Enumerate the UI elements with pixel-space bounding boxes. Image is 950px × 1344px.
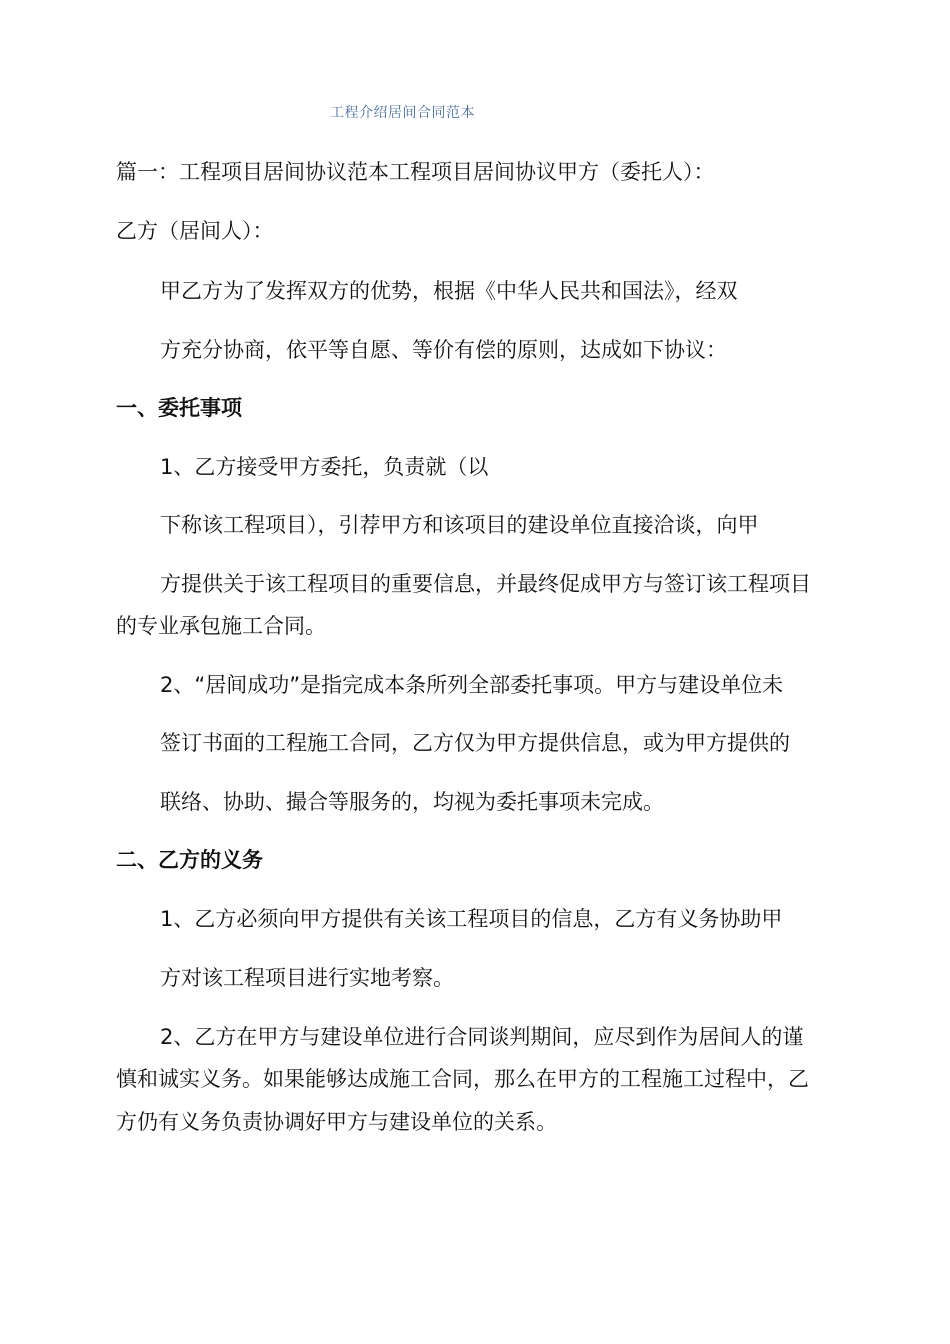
line-s1-item1-c: 方提供关于该工程项目的重要信息，并最终促成甲方与签订该工程项目 bbox=[160, 572, 811, 596]
line-s1-item1-a: 1、乙方接受甲方委托，负责就（以 bbox=[160, 455, 489, 479]
section-heading-2: 二、乙方的义务 bbox=[116, 848, 263, 872]
line-s2-item1-a: 1、乙方必须向甲方提供有关该工程项目的信息，乙方有义务协助甲 bbox=[160, 907, 783, 931]
line-preamble-2: 方充分协商，依平等自愿、等价有偿的原则，达成如下协议： bbox=[160, 338, 727, 362]
line-s1-item1-b: 下称该工程项目），引荐甲方和该项目的建设单位直接洽谈，向甲 bbox=[160, 513, 759, 537]
line-s1-item2-a: 2、“居间成功”是指完成本条所列全部委托事项。甲方与建设单位未 bbox=[160, 673, 784, 697]
document-header: 工程介绍居间合同范本 bbox=[330, 105, 475, 121]
section-heading-1: 一、委托事项 bbox=[116, 396, 242, 420]
line-s1-item1-d: 的专业承包施工合同。 bbox=[116, 614, 326, 638]
line-preamble-1: 甲乙方为了发挥双方的优势，根据《中华人民共和国法》，经双 bbox=[160, 279, 738, 303]
line-s1-item2-b: 签订书面的工程施工合同，乙方仅为甲方提供信息，或为甲方提供的 bbox=[160, 731, 790, 755]
line-s2-item2-b: 慎和诚实义务。如果能够达成施工合同，那么在甲方的工程施工过程中，乙 bbox=[116, 1067, 809, 1091]
line-s1-item2-c: 联络、协助、撮合等服务的，均视为委托事项未完成。 bbox=[160, 790, 664, 814]
line-s2-item2-c: 方仍有义务负责协调好甲方与建设单位的关系。 bbox=[116, 1110, 557, 1134]
line-s2-item1-b: 方对该工程项目进行实地考察。 bbox=[160, 966, 454, 990]
line-party-b: 乙方（居间人）： bbox=[116, 219, 274, 243]
line-s2-item2-a: 2、乙方在甲方与建设单位进行合同谈判期间，应尽到作为居间人的谨 bbox=[160, 1025, 804, 1049]
line-title-intro: 篇一：工程项目居间协议范本工程项目居间协议甲方（委托人）： bbox=[116, 160, 715, 184]
